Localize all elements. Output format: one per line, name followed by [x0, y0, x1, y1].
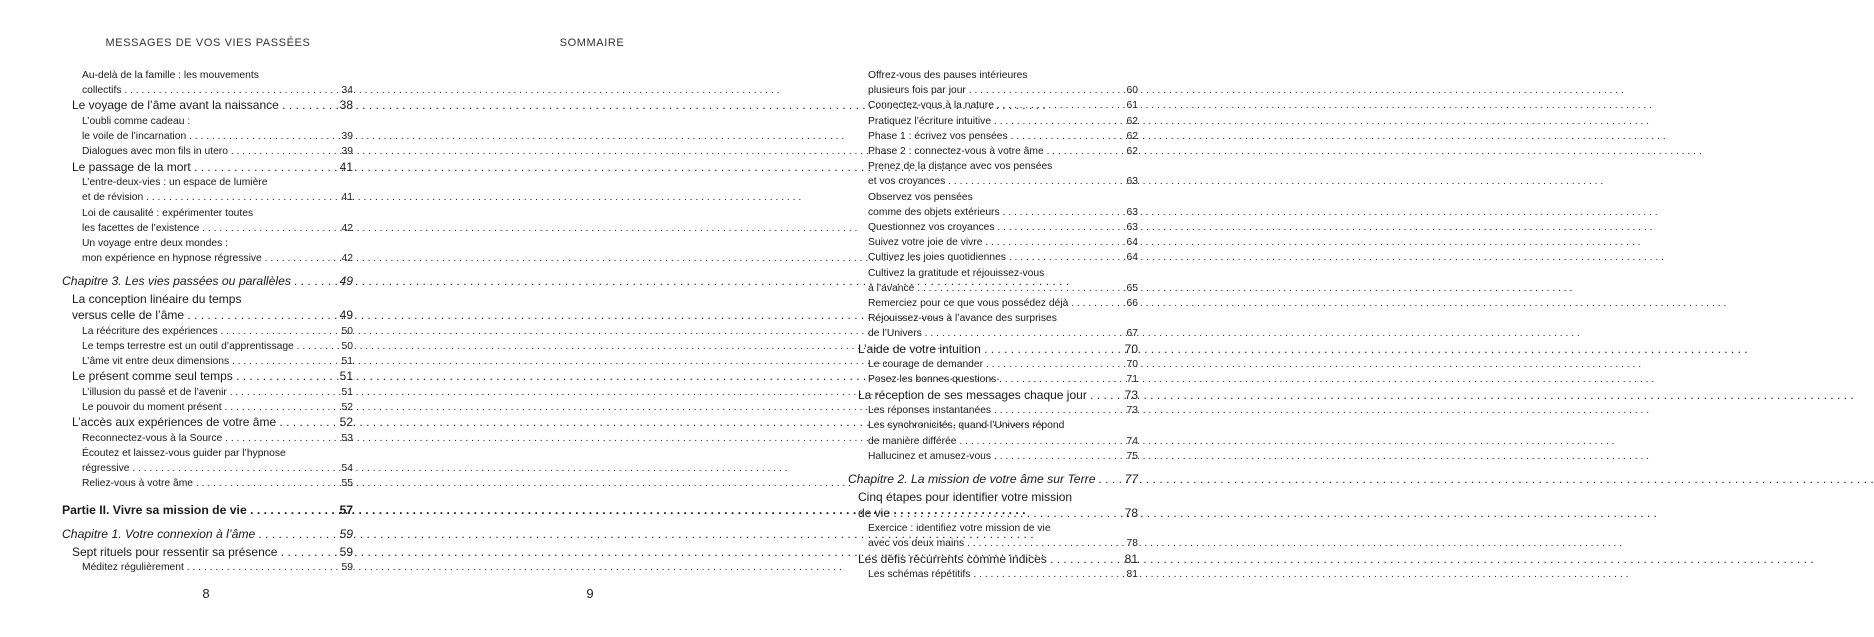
toc-entry	[848, 521, 1138, 551]
toc-entry-page: 70	[1124, 341, 1138, 356]
toc-entry-title-line: Écoutez et laissez-vous guider par l’hypnose	[82, 448, 286, 460]
toc-entry-page: 52	[341, 402, 353, 414]
toc-entry-title-line: Dialogues avec mon fils in utero . . .	[82, 144, 313, 159]
toc-list	[62, 68, 353, 575]
toc-entry-title-line: L’aide de votre intuition . . .	[858, 342, 1098, 358]
toc-entry-page: 62	[1126, 146, 1138, 158]
toc-entry-page: 73	[1126, 405, 1138, 417]
toc-entry-title-line: Partie II. Vivre sa mission de vie . . .	[62, 502, 313, 518]
toc-entry	[848, 342, 1138, 358]
toc-entry-title-line: à l’avance . . .	[868, 281, 1098, 296]
toc-entry-title-line: de l’Univers . . .	[868, 326, 1098, 341]
toc-entry-title-line: Sept rituels pour ressentir sa présence . . .	[72, 545, 313, 561]
toc-entry-title-line: Cultivez la gratitude et réjouissez-vous	[868, 267, 1045, 279]
toc-entry-title-line: de manière différée . . .	[868, 434, 1098, 449]
toc-entry	[62, 236, 353, 266]
right-page	[400, 0, 1138, 637]
toc-entry	[848, 357, 1138, 372]
toc-entry-page: 50	[341, 340, 353, 352]
toc-entry-title-line: Reconnectez-vous à la Source . . .	[82, 431, 313, 446]
toc-entry-page: 73	[1124, 387, 1138, 402]
toc-entry-title-line: les facettes de l’existence . . .	[82, 221, 313, 236]
toc-entry	[848, 98, 1138, 113]
toc-entry	[62, 385, 353, 400]
toc-entry-title-line: et de révision . . .	[82, 190, 313, 205]
toc-entry-title-line: Phase 1 : écrivez vos pensées . . .	[868, 129, 1098, 144]
toc-entry-page: 55	[341, 478, 353, 490]
toc-entry	[848, 418, 1138, 448]
toc-entry-title-line: Posez les bonnes questions . . .	[868, 372, 1098, 387]
toc-entry-page: 51	[341, 356, 353, 368]
toc-entry	[62, 400, 353, 415]
toc-entry-page: 78	[1124, 505, 1138, 520]
toc-entry-title-line: le voile de l’incarnation . . .	[82, 129, 313, 144]
toc-entry-title-line: La réécriture des expériences . . .	[82, 324, 313, 339]
toc-entry	[62, 526, 353, 542]
toc-entry-page: 81	[1126, 569, 1138, 581]
toc-entry-page: 59	[341, 562, 353, 574]
toc-entry	[62, 206, 353, 236]
toc-entry-page: 42	[341, 253, 353, 265]
toc-entry	[848, 372, 1138, 387]
toc-entry	[62, 415, 353, 431]
toc-entry	[848, 68, 1138, 98]
toc-entry	[62, 476, 353, 491]
toc-entry-title-line: comme des objets extérieurs . . .	[868, 205, 1098, 220]
toc-entry-page: 63	[1126, 222, 1138, 234]
toc-entry-page: 64	[1126, 252, 1138, 264]
toc-entry	[62, 446, 353, 476]
toc-entry-title-line: de vie . . .	[858, 506, 1098, 522]
toc-entry-title-line: Le présent comme seul temps . . .	[72, 369, 313, 385]
toc-entry	[62, 292, 353, 323]
toc-entry-title-line: plusieurs fois par jour . . .	[868, 83, 1098, 98]
toc-entry-title-line: Connectez-vous à la nature . . .	[868, 98, 1098, 113]
toc-entry	[62, 144, 353, 159]
toc-entry-title-line: Loi de causalité : expérimenter toutes	[82, 207, 254, 219]
toc-entry	[848, 266, 1138, 296]
toc-entry-title-line: Chapitre 1. Votre connexion à l’âme . . .	[62, 526, 313, 542]
toc-entry	[848, 471, 1138, 487]
toc-entry-title-line: Prenez de la distance avec vos pensées	[868, 161, 1053, 173]
toc-entry-title-line: Un voyage entre deux mondes :	[82, 238, 228, 250]
toc-entry-page: 59	[339, 526, 353, 541]
toc-entry-title-line: collectifs . . .	[82, 83, 313, 98]
toc-entry-title-line: Le voyage de l’âme avant la naissance . . .	[72, 98, 313, 114]
toc-entry-page: 63	[1126, 176, 1138, 188]
toc-entry-page: 63	[1126, 206, 1138, 218]
toc-entry	[848, 552, 1138, 568]
toc-entry-page: 62	[1126, 115, 1138, 127]
toc-entry-title-line: Le temps terrestre est un outil d’apprentissage . . .	[82, 339, 313, 354]
toc-entry-page: 41	[339, 159, 353, 174]
toc-entry-title-line: et vos croyances . . .	[868, 174, 1098, 189]
toc-entry	[848, 235, 1138, 250]
toc-entry	[848, 250, 1138, 265]
toc-entry-title-line: La conception linéaire du temps	[72, 292, 242, 307]
toc-entry-title-line: Phase 2 : connectez-vous à votre âme . . .	[868, 144, 1098, 159]
toc-entry-page: 75	[1126, 450, 1138, 462]
toc-entry-page: 67	[1126, 328, 1138, 340]
toc-entry	[62, 175, 353, 205]
toc-entry	[848, 159, 1138, 189]
toc-entry	[848, 144, 1138, 159]
toc-entry-page: 49	[339, 308, 353, 323]
toc-entry-title-line: Pratiquez l’écriture intuitive . . .	[868, 114, 1098, 129]
toc-entry-page: 42	[341, 222, 353, 234]
toc-entry-title-line: Questionnez vos croyances . . .	[868, 220, 1098, 235]
toc-entry-page: 50	[341, 325, 353, 337]
toc-entry	[62, 545, 353, 561]
toc-entry-title-line: Les synchronicités, quand l’Univers répond	[868, 420, 1065, 432]
toc-entry-title-line: versus celle de l’âme . . .	[72, 308, 313, 324]
toc-entry	[848, 114, 1138, 129]
toc-entry	[62, 273, 353, 289]
toc-entry-page: 57	[339, 502, 353, 517]
toc-entry-page: 38	[339, 98, 353, 113]
toc-entry-title-line: Au-delà de la famille : les mouvements	[82, 70, 259, 81]
toc-entry-title-line: Suivez votre joie de vivre . . .	[868, 235, 1098, 250]
page-number: 8	[202, 586, 210, 601]
toc-entry-title-line: Le courage de demander . . .	[868, 357, 1098, 372]
toc-entry	[848, 296, 1138, 311]
toc-entry-title-line: L’oubli comme cadeau :	[82, 116, 191, 127]
toc-entry-title-line: L’âme vit entre deux dimensions . . .	[82, 354, 313, 369]
toc-entry	[62, 160, 353, 176]
toc-entry-title-line: Les défis récurrents comme indices . . .	[858, 552, 1098, 568]
toc-entry	[62, 431, 353, 446]
toc-entry-title-line: mon expérience en hypnose régressive . . .	[82, 251, 313, 266]
toc-entry	[848, 190, 1138, 220]
toc-entry-page: 51	[339, 369, 353, 384]
toc-entry	[848, 403, 1138, 418]
toc-entry-title-line: Cultivez les joies quotidiennes . . .	[868, 250, 1098, 265]
toc-entry-page: 78	[1126, 538, 1138, 550]
toc-entry-title-line: Observez vos pensées	[868, 191, 973, 203]
toc-entry-page: 74	[1126, 435, 1138, 447]
toc-entry	[62, 354, 353, 369]
toc-entry-title-line: L’accès aux expériences de votre âme . . .	[72, 415, 313, 431]
toc-entry	[848, 490, 1138, 521]
toc-entry-title-line: La réception de ses messages chaque jour . . .	[858, 388, 1098, 404]
left-page	[0, 0, 400, 637]
toc-entry	[848, 449, 1138, 464]
toc-entry	[62, 502, 353, 518]
toc-entry-page: 49	[339, 274, 353, 289]
toc-entry	[848, 129, 1138, 144]
toc-entry-page: 60	[1126, 85, 1138, 97]
toc-entry-page: 71	[1126, 374, 1138, 386]
toc-entry-page: 66	[1126, 298, 1138, 310]
toc-entry-page: 59	[339, 544, 353, 559]
toc-entry-page: 77	[1124, 472, 1138, 487]
toc-entry-title-line: avec vos deux mains . . .	[868, 536, 1098, 551]
toc-entry-title-line: régressive . . .	[82, 461, 313, 476]
toc-entry	[62, 114, 353, 144]
toc-entry-title-line: Réjouissez-vous à l’avance des surprises	[868, 313, 1057, 325]
toc-entry	[848, 567, 1138, 582]
toc-entry-page: 61	[1126, 100, 1138, 112]
toc-entry-page: 41	[341, 192, 353, 204]
toc-entry-title-line: Méditez régulièrement . . .	[82, 560, 313, 575]
toc-entry-title-line: Cinq étapes pour identifier votre mission	[858, 490, 1073, 505]
toc-entry-title-line: Chapitre 3. Les vies passées ou parallèles . . .	[62, 273, 313, 289]
toc-entry-page: 62	[1126, 130, 1138, 142]
toc-entry-page: 34	[341, 85, 353, 97]
running-head: MESSAGES DE VOS VIES PASSÉES	[105, 37, 311, 49]
toc-entry	[62, 369, 353, 385]
toc-entry-title-line: Chapitre 2. La mission de votre âme sur Terre . . .	[848, 471, 1098, 487]
toc-entry-title-line: Le pouvoir du moment présent . . .	[82, 400, 313, 415]
toc-entry-title-line: L’illusion du passé et de l’avenir . . .	[82, 385, 313, 400]
toc-entry-page: 54	[341, 463, 353, 475]
toc-entry	[848, 220, 1138, 235]
toc-entry	[848, 311, 1138, 341]
toc-entry	[62, 68, 353, 98]
toc-entry-title-line: Reliez-vous à votre âme . . .	[82, 476, 313, 491]
toc-entry	[848, 388, 1138, 404]
toc-entry-title-line: Exercice : identifiez votre mission de vie	[868, 523, 1051, 535]
toc-entry	[62, 560, 353, 575]
toc-entry-page: 52	[339, 415, 353, 430]
toc-entry-page: 81	[1124, 551, 1138, 566]
toc-entry-title-line: L’entre-deux-vies : un espace de lumière	[82, 177, 268, 189]
toc-entry-page: 65	[1126, 282, 1138, 294]
toc-entry-page: 64	[1126, 237, 1138, 249]
toc-entry	[62, 339, 353, 354]
toc-list	[848, 68, 1138, 582]
toc-entry	[62, 324, 353, 339]
toc-entry-page: 70	[1126, 359, 1138, 371]
toc-entry-page: 39	[341, 146, 353, 158]
toc-entry-page: 51	[341, 386, 353, 398]
toc-entry-page: 39	[341, 131, 353, 143]
running-head: SOMMAIRE	[559, 37, 625, 49]
toc-entry-title-line: Les réponses instantanées . . .	[868, 403, 1098, 418]
toc-entry-title-line: Hallucinez et amusez-vous . . .	[868, 449, 1098, 464]
toc-entry-title-line: Les schémas répétitifs . . .	[868, 567, 1098, 582]
toc-entry-page: 53	[341, 432, 353, 444]
toc-entry	[62, 98, 353, 114]
toc-entry-title-line: Remerciez pour ce que vous possédez déjà . . .	[868, 296, 1098, 311]
toc-entry-title-line: Offrez-vous des pauses intérieures	[868, 70, 1028, 81]
page-number: 9	[586, 586, 594, 601]
toc-entry-title-line: Le passage de la mort . . .	[72, 160, 313, 176]
